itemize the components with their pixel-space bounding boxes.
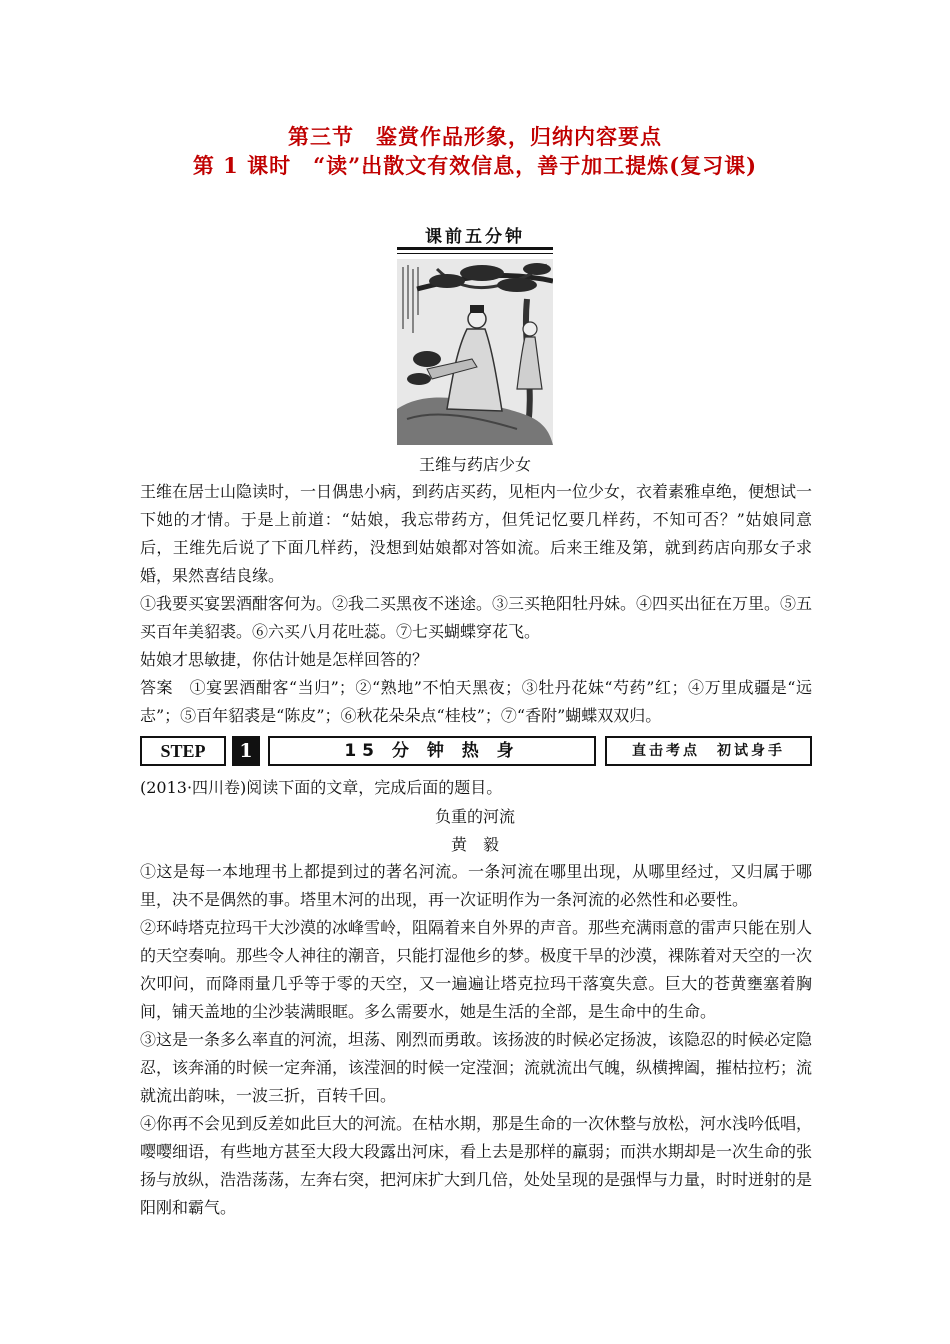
step-label: STEP xyxy=(140,736,226,766)
article-title: 负重的河流 xyxy=(434,807,515,826)
step-title: 15 分 钟 热 身 xyxy=(268,736,596,766)
reading-source: (2013·四川卷)阅读下面的文章，完成后面的题目。 xyxy=(140,778,503,797)
step-banner xyxy=(140,736,812,766)
step-number: 1 xyxy=(232,736,260,766)
heading-underline-thin xyxy=(397,253,553,254)
article-paragraph-2: ②环峙塔克拉玛干大沙漠的冰峰雪岭，阻隔着来自外界的声音。那些充满雨意的雷声只能在别人的天空奏响。那些令人神往的潮音，只能打湿他乡的梦。极度干旱的沙漠，裸陈着对天空的一次次叩问，而降雨量几乎等于零的天空，又一遍遍让塔克拉玛干落寞失意。巨大的苍黄壅塞着胸间，铺天盖地的尘沙装满眼眶。多么需要水，她是生活的全部，是生命中的生命。 xyxy=(140,918,813,1021)
image-caption: 王维与药店少女 xyxy=(418,455,531,474)
answer-paragraph: 答案 ①宴罢酒酣客“当归”；②“熟地”不怕天黑夜；③牡丹花妹“芍药”红；④万里成疆是“远志”；⑤百年貂裘是“陈皮”；⑥秋花朵朵点“桂枝”；⑦“香附”蝴蝶双双归。 xyxy=(140,678,812,725)
article-paragraph-1: ①这是每一本地理书上都提到过的著名河流。一条河流在哪里出现，从哪里经过，又归属于哪里，决不是偶然的事。塔里木河的出现，再一次证明作为一条河流的必然性和必要性。 xyxy=(140,862,812,909)
article-author: 黄 毅 xyxy=(450,835,499,854)
article-paragraph-4: ④你再不会见到反差如此巨大的河流。在枯水期，那是生命的一次休整与放松，河水浅吟低唱，嘤嘤细语，有些地方甚至大段大段露出河床，看上去是那样的羸弱；而洪水期却是一次生命的张扬与放纵，浩浩荡荡，左奔右突，把河床扩大到几倍，处处呈现的是强悍与力量，时时迸射的是阳刚和霸气。 xyxy=(140,1114,813,1217)
riddles-paragraph: ①我要买宴罢酒酣客何为。②我二买黑夜不迷途。③三买艳阳牡丹妹。④四买出征在万里。⑤五买百年美貂裘。⑥六买八月花吐蕊。⑦七买蝴蝶穿花飞。 xyxy=(140,594,813,641)
painting-illustration xyxy=(397,259,553,445)
heading-underline xyxy=(397,247,553,250)
step-subtitle: 直击考点 初试身手 xyxy=(605,736,812,766)
story-paragraph: 王维在居士山隐读时，一日偶患小病，到药店买药，见柜内一位少女，衣着素雅卓绝，便想试一下她的才情。于是上前道：“姑娘，我忘带药方，但凭记忆要几样药，不知可否？”姑娘同意后，王维先后说了下面几样药，没想到姑娘都对答如流。后来王维及第，就到药店向那女子求婚，果然喜结良缘。 xyxy=(140,482,813,585)
wang-wei-painting xyxy=(397,259,553,445)
section-title: 第三节 鉴赏作品形象，归纳内容要点 xyxy=(288,124,662,149)
lesson-title: 第 1 课时 “读”出散文有效信息，善于加工提炼(复习课) xyxy=(192,153,758,178)
question-paragraph: 姑娘才思敏捷，你估计她是怎样回答的？ xyxy=(140,650,429,669)
pre-class-heading xyxy=(397,222,553,246)
article-paragraph-3: ③这是一条多么率直的河流，坦荡、刚烈而勇敢。该扬波的时候必定扬波，该隐忍的时候必定隐忍，该奔涌的时候一定奔涌，该滢洄的时候一定滢洄；流就流出气魄，纵横捭阖，摧枯拉朽；流就流出韵味，一波三折，百转千回。 xyxy=(140,1030,813,1105)
pre-class-heading-label: 课前五分钟 xyxy=(425,227,525,247)
